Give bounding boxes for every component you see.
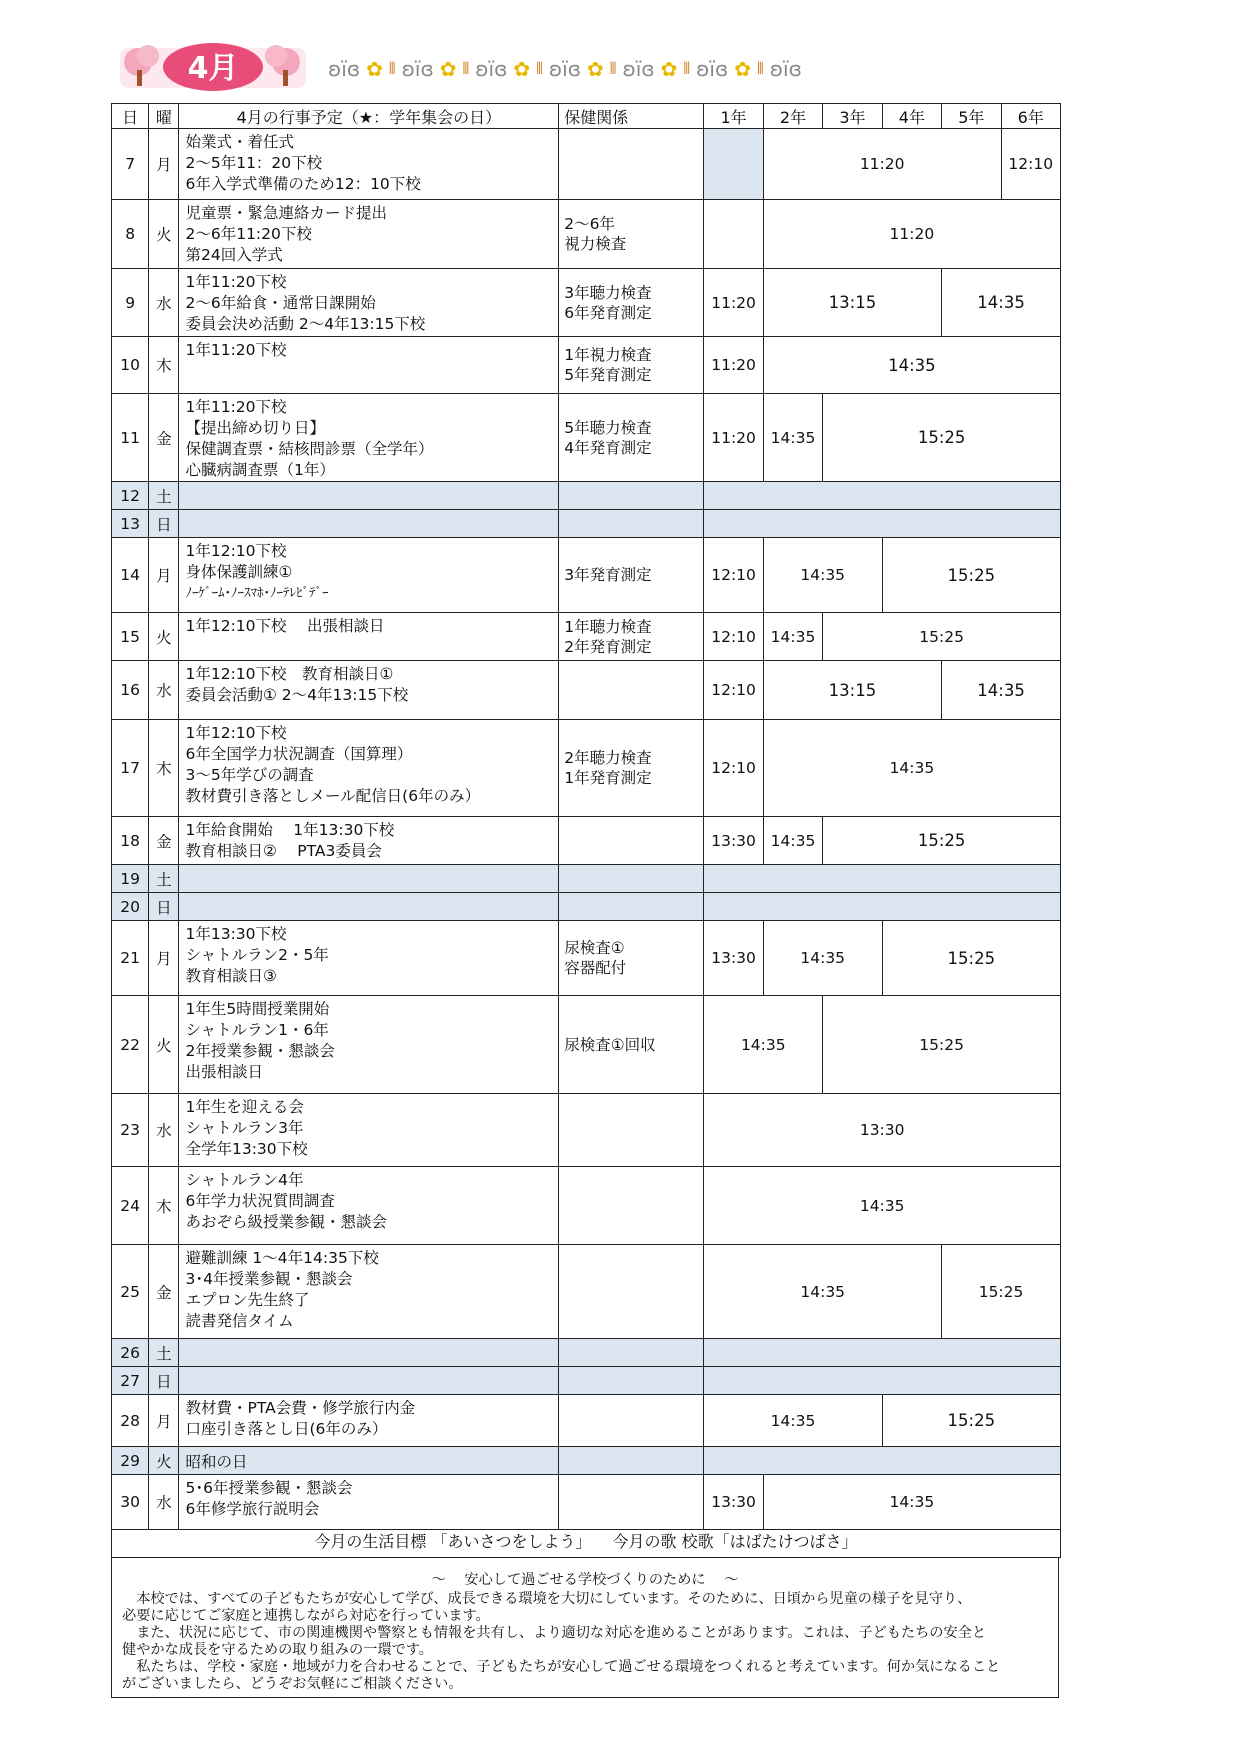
day-cell: 13: [112, 510, 149, 538]
weekday-cell: 日: [149, 893, 179, 921]
dismissal-time-cell: 14:35: [942, 269, 1061, 337]
events-cell: [179, 1167, 559, 1245]
dismissal-time-cell: 13:15: [763, 661, 941, 720]
dismissal-time-cell: 14:35: [763, 337, 1060, 394]
event-line: 1年給食開始 1年13:30下校: [185, 821, 395, 839]
sprout-icon: ⫴: [757, 59, 764, 78]
schedule-row: [112, 200, 1061, 269]
dismissal-time-cell: 13:30: [704, 1475, 763, 1530]
event-line: 3･4年授業参観・懇談会: [185, 1270, 353, 1288]
weekday-cell: 水: [149, 661, 179, 720]
health-line: 4年発育測定: [564, 438, 652, 457]
col-weekday: 曜: [149, 104, 179, 129]
dismissal-time-cell: 15:25: [942, 1245, 1061, 1339]
events-cell: [179, 538, 559, 613]
event-line: 児童票・緊急連絡カード提出: [185, 204, 387, 222]
day-cell: 15: [112, 613, 149, 661]
schedule-row: [112, 1475, 1061, 1530]
event-line: シャトルラン4年: [185, 1171, 304, 1189]
dismissal-time-cell: 14:35: [763, 538, 882, 613]
health-cell: [559, 482, 704, 510]
dismissal-time-cell: 14:35: [763, 817, 822, 865]
butterfly-icon: ʚїɞ: [328, 57, 361, 81]
event-line: 避難訓練 1～4年14:35下校: [185, 1249, 379, 1267]
health-line: 容器配付: [564, 959, 627, 977]
health-line: 尿検査①回収: [564, 1035, 656, 1054]
col-grade-6: 6年: [1001, 104, 1060, 129]
schedule-row: [112, 337, 1061, 394]
dismissal-time-cell: 11:20: [763, 129, 1001, 200]
health-cell: [559, 269, 704, 337]
weekday-cell: 火: [149, 200, 179, 269]
butterfly-icon: ʚїɞ: [696, 57, 729, 81]
dismissal-time-cell: 15:25: [882, 538, 1060, 613]
events-cell: [179, 996, 559, 1094]
events-cell: [179, 394, 559, 482]
weekday-cell: 土: [149, 1339, 179, 1367]
health-line: 1年視力検査: [564, 346, 652, 364]
dismissal-time-cell: 13:30: [704, 1094, 1061, 1167]
event-line: ﾉｰｹﾞｰﾑ･ﾉｰｽﾏﾎ･ﾉｰﾃﾚﾋﾞﾃﾞｰ: [185, 586, 329, 601]
event-line: 昭和の日: [185, 1452, 248, 1471]
schedule-row: [112, 996, 1061, 1094]
day-cell: 24: [112, 1167, 149, 1245]
event-line: 2～6年11:20下校: [185, 225, 312, 243]
schedule-row: [112, 1395, 1061, 1447]
health-cell: [559, 613, 704, 661]
events-cell: [179, 482, 559, 510]
events-cell: [179, 921, 559, 996]
events-cell: [179, 1094, 559, 1167]
health-cell: [559, 921, 704, 996]
day-cell: 23: [112, 1094, 149, 1167]
dismissal-time-cell: [704, 200, 763, 269]
dismissal-time-cell: 12:10: [704, 720, 763, 817]
schedule-row: [112, 921, 1061, 996]
schedule-row: [112, 129, 1061, 200]
health-line: 6年発育測定: [564, 303, 652, 322]
event-line: 委員会活動① 2～4年13:15下校: [185, 686, 409, 704]
events-cell: [179, 510, 559, 538]
day-cell: 29: [112, 1447, 149, 1475]
weekday-cell: 金: [149, 817, 179, 865]
event-line: シャトルラン1・6年: [185, 1021, 329, 1039]
health-line: 尿検査①: [564, 939, 625, 957]
col-grade-4: 4年: [882, 104, 941, 129]
health-line: 3年発育測定: [564, 566, 652, 584]
sprout-icon: ⫴: [536, 59, 543, 78]
weekday-cell: 金: [149, 394, 179, 482]
event-line: 第24回入学式: [185, 246, 283, 264]
weekday-cell: 月: [149, 1395, 179, 1447]
events-cell: [179, 129, 559, 200]
events-cell: [179, 613, 559, 661]
health-cell: [559, 510, 704, 538]
dismissal-time-cell: 11:20: [763, 200, 1060, 269]
weekday-cell: 水: [149, 269, 179, 337]
dismissal-time-cell: 15:25: [823, 996, 1061, 1094]
monthly-goal: 今月の生活目標 「あいさつをしよう」 今月の歌 校歌「はばたけつばさ」: [111, 1527, 1061, 1558]
dismissal-cell: [704, 865, 1061, 893]
butterfly-icon: ʚїɞ: [622, 57, 655, 81]
events-cell: [179, 720, 559, 817]
col-day: 日: [112, 104, 149, 129]
decoration-row: [328, 54, 802, 84]
weekday-cell: 日: [149, 510, 179, 538]
sprout-icon: ⫴: [609, 59, 617, 78]
col-grade-5: 5年: [942, 104, 1001, 129]
weekday-cell: 火: [149, 613, 179, 661]
col-health: 保健関係: [559, 104, 704, 129]
event-line: シャトルラン3年: [185, 1119, 304, 1137]
dismissal-time-cell: 12:10: [704, 661, 763, 720]
events-cell: [179, 337, 559, 394]
dismissal-time-cell: 14:35: [704, 1245, 942, 1339]
event-line: 教材費引き落としメール配信日(6年のみ）: [185, 787, 481, 805]
schedule-row: [112, 720, 1061, 817]
event-line: 6年入学式準備のため12：10下校: [185, 175, 421, 193]
weekday-cell: 土: [149, 865, 179, 893]
health-cell: [559, 1447, 704, 1475]
dismissal-time-cell: 13:15: [763, 269, 941, 337]
health-cell: [559, 394, 704, 482]
events-cell: [179, 200, 559, 269]
notice-line: 私たちは、学校・家庭・地域が力を合わせることで、子どもたちが安心して過ごせる環境をつくれると考えています。何か気になること: [122, 1659, 1001, 1675]
dismissal-cell: [704, 893, 1061, 921]
day-cell: 11: [112, 394, 149, 482]
dismissal-time-cell: 14:35: [942, 661, 1061, 720]
schedule-row: [112, 1447, 1061, 1475]
event-line: 教育相談日③: [185, 967, 277, 985]
schedule-row: [112, 394, 1061, 482]
event-line: 1年13:30下校: [185, 925, 287, 943]
health-line: 3年聴力検査: [564, 283, 652, 302]
health-cell: [559, 200, 704, 269]
events-cell: [179, 817, 559, 865]
notice-line: がございましたら、どうぞお気軽にご相談ください。: [122, 1676, 463, 1692]
event-line: 2年授業参観・懇談会: [185, 1042, 335, 1060]
event-line: 6年全国学力状況調査（国算理）: [185, 745, 413, 763]
event-line: 保健調査票・結核問診票（全学年）: [185, 440, 434, 458]
health-cell: [559, 1167, 704, 1245]
day-cell: 20: [112, 893, 149, 921]
day-cell: 17: [112, 720, 149, 817]
schedule-row: [112, 538, 1061, 613]
event-line: 1年11:20下校: [185, 273, 287, 291]
health-line: 2年聴力検査: [564, 749, 652, 767]
day-cell: 9: [112, 269, 149, 337]
day-cell: 12: [112, 482, 149, 510]
month-badge-cherry-trees-icon: [118, 40, 308, 92]
flower-icon: ✿: [660, 57, 678, 81]
weekday-cell: 日: [149, 1367, 179, 1395]
schedule-row: [112, 613, 1061, 661]
dismissal-cell: [704, 1339, 1061, 1367]
health-line: 2～6年: [564, 215, 616, 233]
dismissal-time-cell: [704, 129, 763, 200]
col-grade-3: 3年: [823, 104, 882, 129]
event-line: 1年生5時間授業開始: [185, 1000, 330, 1018]
events-cell: [179, 1245, 559, 1339]
health-cell: [559, 129, 704, 200]
flower-icon: ✿: [587, 57, 604, 81]
header-row: [112, 104, 1061, 129]
dismissal-cell: [704, 1367, 1061, 1395]
weekday-cell: 木: [149, 720, 179, 817]
dismissal-time-cell: 15:25: [823, 613, 1061, 661]
day-cell: 27: [112, 1367, 149, 1395]
dismissal-time-cell: 14:35: [763, 921, 882, 996]
dismissal-time-cell: 14:35: [704, 1167, 1061, 1245]
event-line: 教材費・PTA会費・修学旅行内金: [185, 1399, 416, 1417]
dismissal-cell: [704, 482, 1061, 510]
health-cell: [559, 1339, 704, 1367]
health-line: 5年発育測定: [564, 366, 652, 384]
health-cell: [559, 817, 704, 865]
day-cell: 21: [112, 921, 149, 996]
event-line: 1年12:10下校 教育相談日①: [185, 665, 394, 683]
notice-line: 必要に応じてご家庭と連携しながら対応を行っています。: [122, 1608, 490, 1624]
dismissal-time-cell: 11:20: [704, 269, 763, 337]
weekday-cell: 月: [149, 921, 179, 996]
dismissal-time-cell: 12:10: [704, 613, 763, 661]
weekday-cell: 月: [149, 538, 179, 613]
butterfly-icon: ʚїɞ: [475, 57, 508, 81]
health-cell: [559, 720, 704, 817]
dismissal-time-cell: 12:10: [1001, 129, 1060, 200]
events-cell: [179, 1367, 559, 1395]
schedule-row: [112, 482, 1061, 510]
event-line: 心臓病調査票（1年）: [185, 461, 335, 479]
sprout-icon: ⫴: [462, 59, 470, 78]
health-cell: [559, 996, 704, 1094]
dismissal-cell: [704, 1447, 1061, 1475]
schedule-table: [111, 103, 1061, 1530]
event-line: 読書発信タイム: [185, 1312, 294, 1330]
event-line: 1年12:10下校: [185, 542, 287, 560]
schedule-row: [112, 1339, 1061, 1367]
event-line: 3～5年学びの調査: [185, 766, 314, 784]
dismissal-time-cell: 15:25: [823, 817, 1061, 865]
dismissal-cell: [704, 510, 1061, 538]
event-line: 2～6年給食・通常日課開始: [185, 294, 376, 312]
schedule-row: [112, 865, 1061, 893]
schedule-row: [112, 661, 1061, 720]
health-cell: [559, 893, 704, 921]
schedule-row: [112, 1245, 1061, 1339]
event-line: 2～5年11：20下校: [185, 154, 323, 172]
schedule-row: [112, 817, 1061, 865]
event-line: 1年12:10下校 出張相談日: [185, 617, 385, 635]
dismissal-time-cell: 14:35: [704, 996, 823, 1094]
health-cell: [559, 1245, 704, 1339]
schedule-row: [112, 1167, 1061, 1245]
day-cell: 26: [112, 1339, 149, 1367]
health-cell: [559, 661, 704, 720]
flower-icon: ✿: [366, 57, 383, 81]
events-cell: [179, 1475, 559, 1530]
dismissal-time-cell: 15:25: [823, 394, 1061, 482]
weekday-cell: 月: [149, 129, 179, 200]
day-cell: 18: [112, 817, 149, 865]
health-cell: [559, 1094, 704, 1167]
dismissal-time-cell: 14:35: [704, 1395, 882, 1447]
butterfly-icon: ʚїɞ: [548, 57, 581, 81]
event-line: 教育相談日② PTA3委員会: [185, 842, 382, 860]
day-cell: 10: [112, 337, 149, 394]
event-line: 6年学力状況質問調査: [185, 1192, 335, 1210]
sprout-icon: ⫴: [683, 59, 691, 78]
events-cell: [179, 865, 559, 893]
notice-title: ～ 安心して過ごせる学校づくりのために ～: [431, 1572, 739, 1588]
schedule-row: [112, 510, 1061, 538]
event-line: 1年11:20下校: [185, 398, 287, 416]
dismissal-time-cell: 15:25: [882, 1395, 1060, 1447]
event-line: 1年生を迎える会: [185, 1098, 304, 1116]
event-line: 委員会決め活動 2～4年13:15下校: [185, 315, 426, 333]
event-line: 1年11:20下校: [185, 341, 287, 359]
dismissal-time-cell: 11:20: [704, 394, 763, 482]
dismissal-time-cell: 13:30: [704, 817, 763, 865]
schedule-row: [112, 1094, 1061, 1167]
weekday-cell: 火: [149, 996, 179, 1094]
events-cell: [179, 1447, 559, 1475]
flower-icon: ✿: [734, 57, 752, 81]
butterfly-icon: ʚїɞ: [769, 57, 802, 81]
col-grade-2: 2年: [763, 104, 822, 129]
sprout-icon: ⫴: [388, 59, 396, 78]
day-cell: 8: [112, 200, 149, 269]
health-line: 1年発育測定: [564, 769, 652, 787]
schedule-row: [112, 893, 1061, 921]
health-line: 2年発育測定: [564, 637, 652, 656]
weekday-cell: 水: [149, 1094, 179, 1167]
weekday-cell: 木: [149, 1167, 179, 1245]
dismissal-time-cell: 14:35: [763, 1475, 1060, 1530]
events-cell: [179, 269, 559, 337]
events-cell: [179, 893, 559, 921]
dismissal-time-cell: 14:35: [763, 720, 1060, 817]
weekday-cell: 金: [149, 1245, 179, 1339]
health-cell: [559, 1475, 704, 1530]
event-line: シャトルラン2・5年: [185, 946, 329, 964]
events-cell: [179, 661, 559, 720]
day-cell: 14: [112, 538, 149, 613]
health-line: 1年聴力検査: [564, 617, 652, 636]
event-line: 口座引き落とし日(6年のみ）: [185, 1420, 388, 1438]
health-cell: [559, 538, 704, 613]
health-cell: [559, 1395, 704, 1447]
dismissal-time-cell: 13:30: [704, 921, 763, 996]
event-line: 5･6年授業参観・懇談会: [185, 1479, 353, 1497]
event-line: 6年修学旅行説明会: [185, 1500, 320, 1518]
butterfly-icon: ʚїɞ: [401, 57, 434, 81]
schedule-row: [112, 269, 1061, 337]
dismissal-time-cell: 12:10: [704, 538, 763, 613]
dismissal-time-cell: 15:25: [882, 921, 1060, 996]
col-events: 4月の行事予定（★：学年集会の日）: [179, 104, 559, 129]
event-line: あおぞら級授業参観・懇談会: [185, 1213, 387, 1231]
flower-icon: ✿: [439, 57, 457, 81]
event-line: 身体保護訓練①: [185, 563, 293, 581]
event-line: 【提出締め切り日】: [185, 419, 325, 437]
page-header: [118, 36, 948, 96]
weekday-cell: 火: [149, 1447, 179, 1475]
weekday-cell: 土: [149, 482, 179, 510]
event-line: 出張相談日: [185, 1063, 263, 1081]
day-cell: 7: [112, 129, 149, 200]
event-line: 1年12:10下校: [185, 724, 287, 742]
health-cell: [559, 1367, 704, 1395]
health-line: 5年聴力検査: [564, 418, 652, 437]
month-label: 4月: [187, 51, 239, 86]
schedule-row: [112, 1367, 1061, 1395]
day-cell: 28: [112, 1395, 149, 1447]
weekday-cell: 水: [149, 1475, 179, 1530]
day-cell: 16: [112, 661, 149, 720]
weekday-cell: 木: [149, 337, 179, 394]
event-line: 始業式・着任式: [185, 133, 294, 151]
day-cell: 19: [112, 865, 149, 893]
health-cell: [559, 337, 704, 394]
day-cell: 30: [112, 1475, 149, 1530]
dismissal-time-cell: 14:35: [763, 613, 822, 661]
events-cell: [179, 1339, 559, 1367]
col-grade-1: 1年: [704, 104, 763, 129]
notice-line: 健やかな成長を守るための取り組みの一環です。: [122, 1642, 433, 1658]
day-cell: 25: [112, 1245, 149, 1339]
dismissal-time-cell: 11:20: [704, 337, 763, 394]
notice-line: また、状況に応じて、市の関連機関や警察とも情報を共有し、より適切な対応を進めることがあります。これは、子どもたちの安全と: [122, 1625, 987, 1641]
notice-box: [111, 1558, 1059, 1698]
flower-icon: ✿: [513, 57, 531, 81]
day-cell: 22: [112, 996, 149, 1094]
health-cell: [559, 865, 704, 893]
events-cell: [179, 1395, 559, 1447]
event-line: 全学年13:30下校: [185, 1140, 308, 1158]
notice-line: 本校では、すべての子どもたちが安心して学び、成長できる環境を大切にしています。そのために、日頃から児童の様子を見守り、: [122, 1591, 972, 1607]
event-line: エプロン先生終了: [185, 1291, 310, 1309]
dismissal-time-cell: 14:35: [763, 394, 822, 482]
health-line: 視力検査: [564, 235, 627, 253]
